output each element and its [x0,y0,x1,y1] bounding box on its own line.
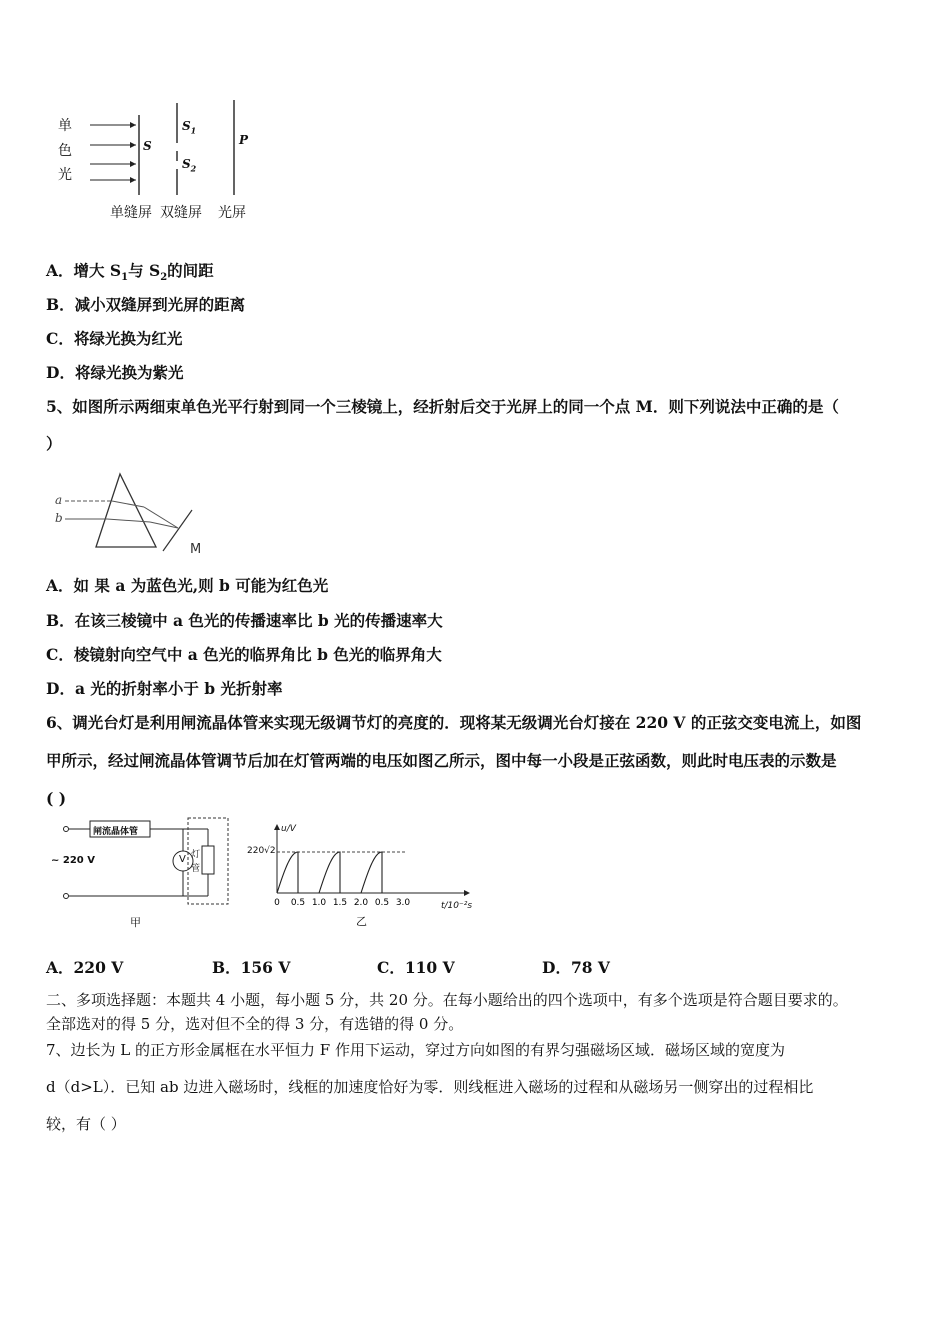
slit-s-label: S [143,139,152,153]
prism-figure [50,468,220,563]
t-tick-label: 0 [274,898,280,908]
thyristor-label: 闸流晶体管 [93,827,139,837]
arrowhead [130,161,136,167]
q5-stem-line-2: ） [46,434,62,453]
q6-option-d: D．78 V [542,958,610,977]
circuit-diagram [48,816,248,931]
voltage-pulse [277,852,298,893]
q5-option-a: A．如 果 a 为蓝色光,则 b 可能为红色光 [46,576,329,595]
t-tick-label: 3.0 [395,898,411,908]
side-label: 单 [58,118,72,134]
screen-p-label: P [239,133,249,147]
side-label: 色 [58,143,72,159]
lamp-label-2: 管 [191,864,201,874]
t-tick-label: 0.5 [290,898,306,908]
q7-stem-line-1: 7、边长为 L 的正方形金属框在水平恒力 F 作用下运动，穿过方向如图的有界匀强磁场区域．磁场区域的宽度为 [46,1041,785,1059]
q4-option-a: A．增大 $S_1$与 $S_2$的间距 [46,261,214,284]
q6-option-b: B．156 V [212,958,291,977]
ray-a-inside [112,501,144,507]
ray-b-label: b [55,511,63,525]
double-slit-figure [50,95,270,225]
q6-stem-line-3: ( ) [46,789,67,808]
voltage-graph-figure [245,816,480,931]
voltage-pulse [319,852,340,893]
terminal [64,827,69,832]
caption-double-slit: 双缝屏 [160,205,202,221]
t-axis-label: t/10⁻²s [441,901,473,911]
caption-single-slit: 单缝屏 [110,205,152,221]
q4-option-c: C．将绿光换为红光 [46,329,183,348]
arrowhead [130,177,136,183]
terminal [64,894,69,899]
q6-stem-line-1: 6、调光台灯是利用闸流晶体管来实现无级调节灯的亮度的．现将某无级调光台灯接在 220 V 的正弦交变电流上，如图 [46,713,862,732]
q6-option-c: C．110 V [377,958,455,977]
t-tick-label: 0.5 [374,898,390,908]
slit-s1-label: $S_1$ [182,119,197,136]
peak-label: 220√2 [247,846,276,856]
t-tick-label: 2.0 [353,898,369,908]
q5-option-c: C．棱镜射向空气中 a 色光的临界角比 b 色光的临界角大 [46,645,442,664]
lamp-label-1: 灯 [191,850,201,860]
q6-stem-line-2: 甲所示，经过闸流晶体管调节后加在灯管两端的电压如图乙所示，图中每一小段是正弦函数，则此时电压表的示数是 [46,751,837,770]
screen-m [163,510,192,551]
arrowhead [130,142,136,148]
q5-stem-line-1: 5、如图所示两细束单色光平行射到同一个三棱镜上，经折射后交于光屏上的同一个点 M．则下列说法中正确的是（ [46,397,839,416]
q7-stem-line-3: 较，有（ ） [46,1115,126,1133]
slit-s2-label: $S_2$ [182,157,197,174]
figure-jia-label: 甲 [130,916,141,929]
prism [96,474,156,547]
side-label: 光 [58,167,72,183]
voltmeter-label: V [179,854,186,865]
q4-option-b: B．减小双缝屏到光屏的距离 [46,295,246,314]
voltage-pulse [361,852,382,893]
arrowhead [274,824,280,830]
t-tick-label: 1.0 [311,898,327,908]
section-2-heading-line-1: 二、多项选择题：本题共 4 小题，每小题 5 分，共 20 分。在每小题给出的四个选项中，有多个选项是符合题目要求的。 [46,991,848,1009]
arrowhead [464,890,470,896]
u-axis-label: u/V [281,824,296,834]
q4-option-d: D．将绿光换为紫光 [46,363,184,382]
q5-option-d: D．a 光的折射率小于 b 光折射率 [46,679,283,698]
ray-a-label: a [55,493,63,507]
q7-stem-line-2: d（d>L）．已知 ab 边进入磁场时，线框的加速度恰好为零．则线框进入磁场的过程和从磁场另一侧穿出的过程相比 [46,1078,814,1096]
source-label: ~ 220 V [51,855,95,866]
arrowhead [130,122,136,128]
caption-light-screen: 光屏 [218,205,246,221]
q6-option-a: A．220 V [46,958,124,977]
figure-yi-label: 乙 [356,915,367,928]
section-2-heading-line-2: 全部选对的得 5 分，选对但不全的得 3 分，有选错的得 0 分。 [46,1015,464,1033]
point-m-label: M [190,542,202,557]
lamp-tube [202,846,214,874]
circuit-figure [48,816,248,931]
t-tick-label: 1.5 [332,898,348,908]
q5-option-b: B．在该三棱镜中 a 色光的传播速率比 b 光的传播速率大 [46,611,443,630]
